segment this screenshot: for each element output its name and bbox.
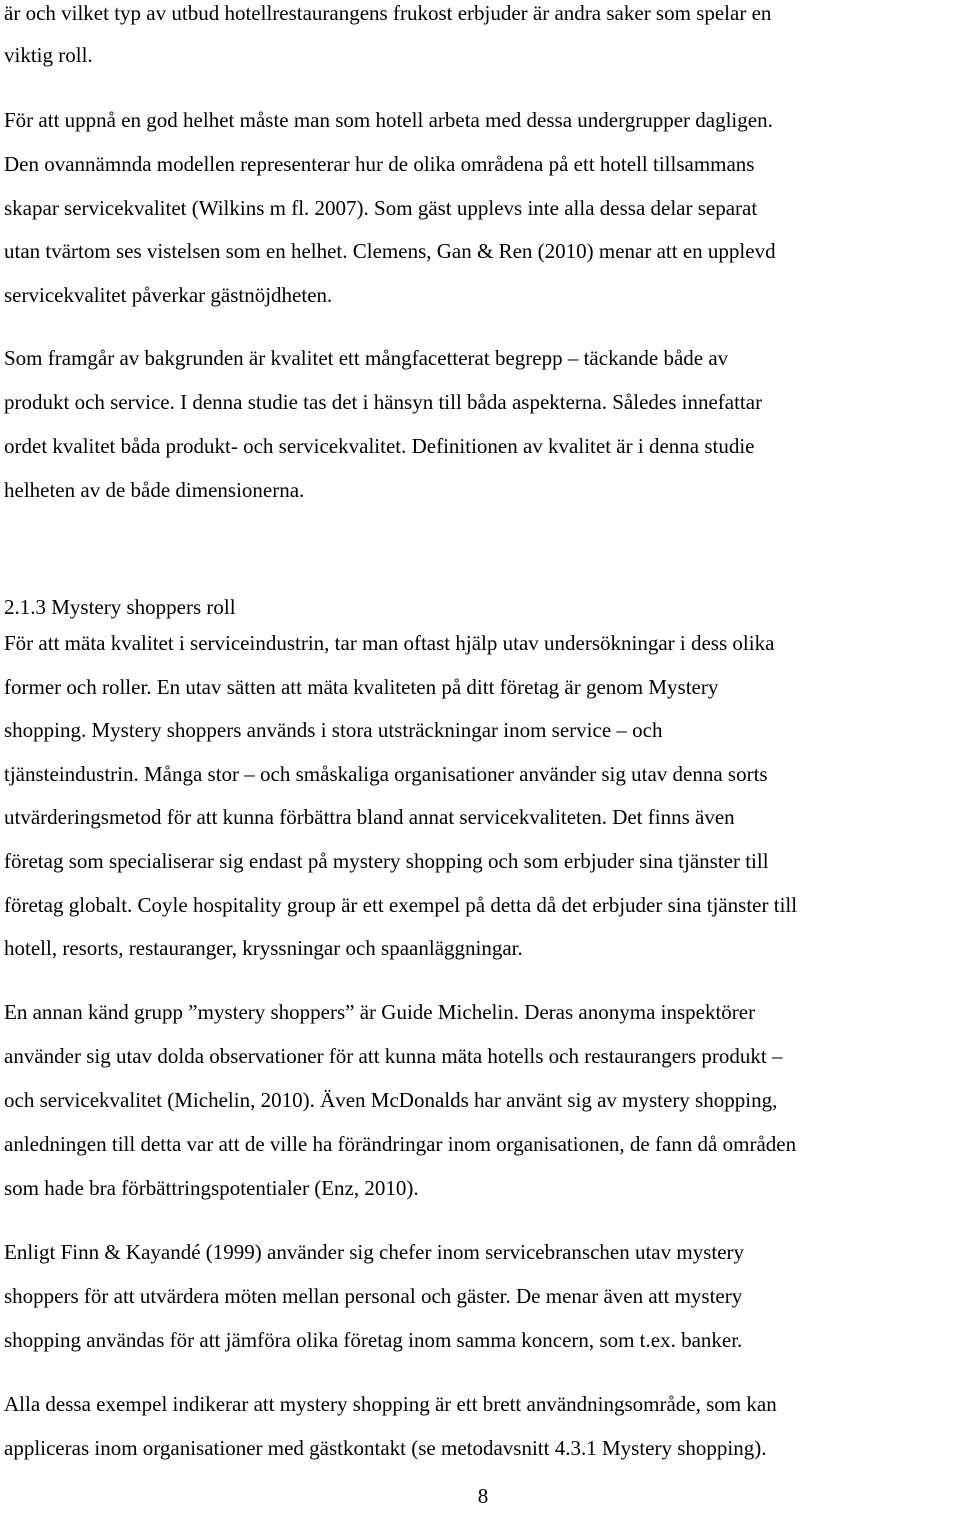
section-paragraph-2-line-1: En annan känd grupp ”mystery shoppers” är Guide Michelin. Deras anonyma inspektörer	[4, 1000, 756, 1024]
section-paragraph-4-line-2: appliceras inom organisationer med gästkontakt (se metodavsnitt 4.3.1 Mystery shopping).	[4, 1436, 767, 1460]
section-paragraph-1-line-3: shopping. Mystery shoppers används i stora utsträckningar inom service – och	[4, 718, 663, 742]
paragraph-1-line-1: är och vilket typ av utbud hotellrestaurangens frukost erbjuder är andra saker som spelar en	[4, 1, 772, 25]
section-paragraph-2-line-3: och servicekvalitet (Michelin, 2010). Även McDonalds har använt sig av mystery shopping,	[4, 1088, 778, 1112]
section-paragraph-1-line-1: För att mäta kvalitet i serviceindustrin, tar man oftast hjälp utav undersökningar i dess olika	[4, 631, 775, 655]
paragraph-2-line-3: skapar servicekvalitet (Wilkins m fl. 2007). Som gäst upplevs inte alla dessa delar separat	[4, 196, 758, 220]
section-paragraph-1-line-8: hotell, resorts, restauranger, kryssningar och spaanläggningar.	[4, 936, 523, 960]
section-paragraph-2-line-2: använder sig utav dolda observationer för att kunna mäta hotells och restaurangers produkt –	[4, 1044, 783, 1068]
paragraph-3-line-4: helheten av de både dimensionerna.	[4, 478, 305, 502]
section-paragraph-3-line-2: shoppers för att utvärdera möten mellan personal och gäster. De menar även att mystery	[4, 1284, 743, 1308]
paragraph-2-line-2: Den ovannämnda modellen representerar hur de olika områdena på ett hotell tillsammans	[4, 152, 755, 176]
paragraph-3-line-3: ordet kvalitet båda produkt- och servicekvalitet. Definitionen av kvalitet är i denna studie	[4, 434, 755, 458]
page-number: 8	[477, 1484, 489, 1508]
paragraph-3-line-1: Som framgår av bakgrunden är kvalitet ett mångfacetterat begrepp – täckande både av	[4, 346, 729, 370]
paragraph-1-line-2: viktig roll.	[4, 43, 93, 67]
section-paragraph-2-line-4: anledningen till detta var att de ville ha förändringar inom organisationen, de fann då områden	[4, 1132, 797, 1156]
section-paragraph-3-line-1: Enligt Finn & Kayandé (1999) använder sig chefer inom servicebranschen utav mystery	[4, 1240, 745, 1264]
section-paragraph-1-line-4: tjänsteindustrin. Många stor – och småskaliga organisationer använder sig utav denna sorts	[4, 762, 768, 786]
paragraph-2-line-1: För att uppnå en god helhet måste man som hotell arbeta med dessa undergrupper dagligen.	[4, 108, 773, 132]
section-paragraph-1-line-6: företag som specialiserar sig endast på mystery shopping och som erbjuder sina tjänster till	[4, 849, 769, 873]
section-heading: 2.1.3 Mystery shoppers roll	[4, 595, 236, 619]
section-paragraph-1-line-2: former och roller. En utav sätten att mäta kvaliteten på ditt företag är genom Mystery	[4, 675, 719, 699]
section-paragraph-1-line-5: utvärderingsmetod för att kunna förbättra bland annat servicekvaliteten. Det finns även	[4, 805, 735, 829]
paragraph-3-line-2: produkt och service. I denna studie tas det i hänsyn till båda aspekterna. Således innefattar	[4, 390, 763, 414]
section-paragraph-3-line-3: shopping användas för att jämföra olika företag inom samma koncern, som t.ex. banker.	[4, 1328, 743, 1352]
section-paragraph-1-line-7: företag globalt. Coyle hospitality group är ett exempel på detta då det erbjuder sina tjänster till	[4, 893, 798, 917]
section-paragraph-2-line-5: som hade bra förbättringspotentialer (Enz, 2010).	[4, 1176, 419, 1200]
section-paragraph-4-line-1: Alla dessa exempel indikerar att mystery shopping är ett brett användningsområde, som kan	[4, 1392, 777, 1416]
paragraph-2-line-4: utan tvärtom ses vistelsen som en helhet. Clemens, Gan & Ren (2010) menar att en upplevd	[4, 239, 776, 263]
paragraph-2-line-5: servicekvalitet påverkar gästnöjdheten.	[4, 283, 333, 307]
